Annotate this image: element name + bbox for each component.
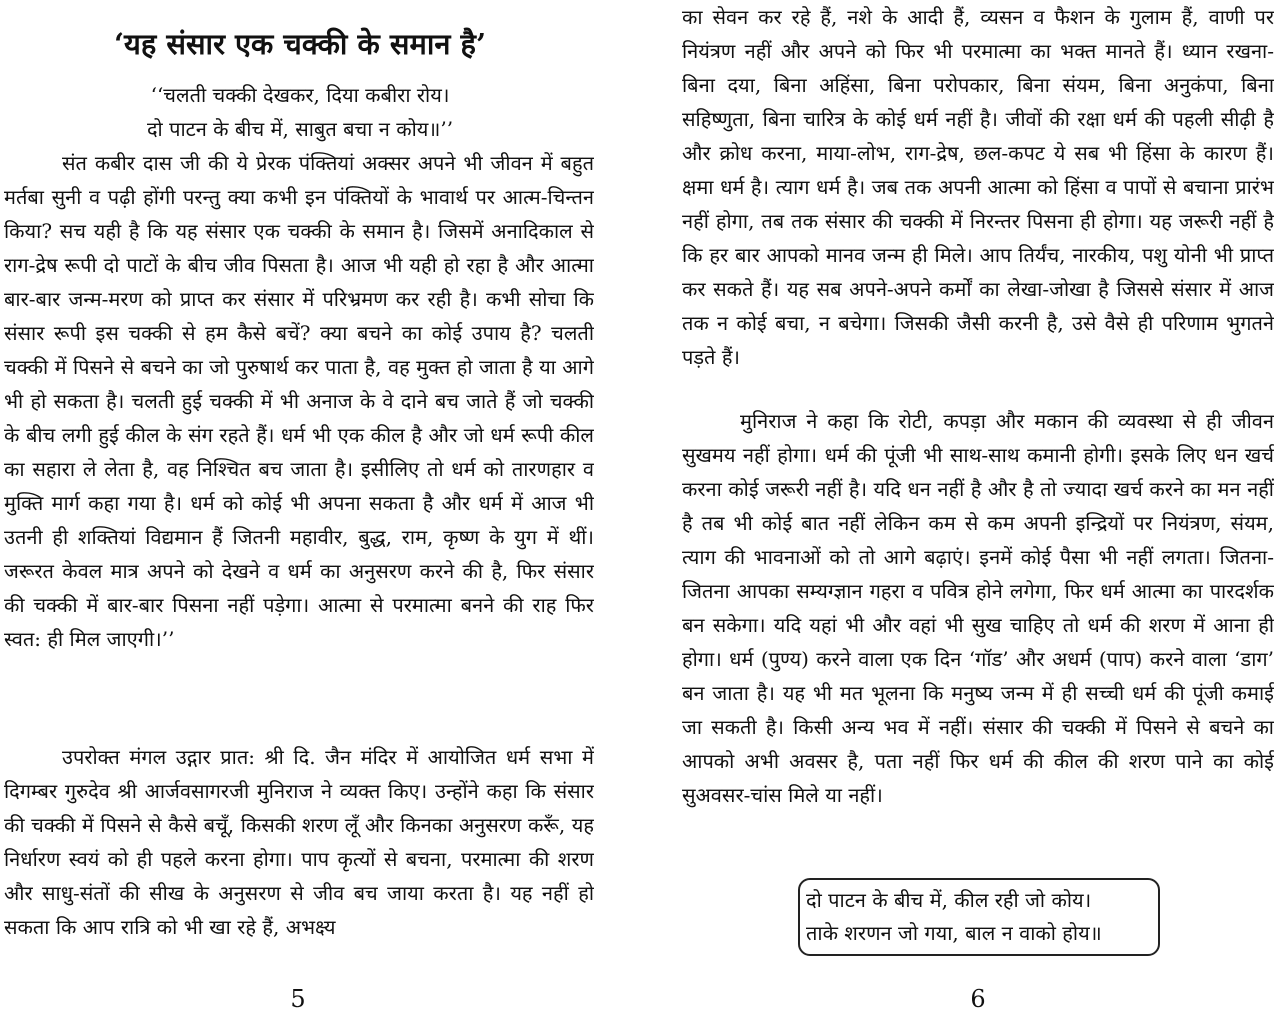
article-title: ‘यह संसार एक चक्की के समान है’: [113, 27, 487, 61]
left-paragraph-2: उपरोक्त मंगल उद्गार प्रात: श्री दि. जैन मंदिर में आयोजित धर्म सभा में दिगम्बर गुरुदेव श्री आर्जवसागरजी मुनिराज ने व्यक्त किए। उन्होंने कहा कि संसार की चक्की में पिसने से कैसे बचूँ, किसकी शरण लूँ और किनका अनुसरण करूँ, यह निर्धारण स्वयं को ही पहले करना होगा। पाप कृत्यों से बचना, परमात्मा की शरण और साधु-संतों की सीख के अनुसरण से जीव बच जाया करता है। यह नहीं हो सकता कि आप रात्रि को भी खा रहे हैं, अभक्ष्य: [4, 745, 594, 939]
page-number-left: 5: [290, 985, 306, 1013]
closing-couplet-box: [798, 878, 1160, 956]
opening-couplet-line-1: ‘‘चलती चक्की देखकर, दिया कबीरा रोय।: [150, 83, 450, 107]
opening-couplet-line-2: दो पाटन के बीच में, साबुत बचा न कोय॥’’: [146, 117, 454, 141]
page-number-right: 6: [970, 985, 986, 1013]
left-page: [0, 0, 640, 1013]
left-paragraph-1: संत कबीर दास जी की ये प्रेरक पंक्तियां अक्सर अपने भी जीवन में बहुत मर्तबा सुनी व पढ़ी होंगी परन्तु क्या कभी इन पंक्तियों के भावार्थ पर आत्म-चिन्तन किया? सच यही है कि यह संसार एक चक्की के समान है। जिसमें अनादिकाल से राग-द्रेष रूपी दो पाटों के बीच जीव पिसता है। आज भी यही हो रहा है और आत्मा बार-बार जन्म-मरण को प्राप्त कर संसार में परिभ्रमण कर रही है। कभी सोचा कि संसार रूपी इस चक्की से हम कैसे बचें? क्या बचने का कोई उपाय है? चलती चक्की में पिसने से बचने का जो पुरुषार्थ कर पाता है, वह मुक्त हो जाता है या आगे भी हो सकता है। चलती हुई चक्की में भी अनाज के वे दाने बच जाते हैं जो चक्की के बीच लगी हुई कील के संग रहते हैं। धर्म भी एक कील है और जो धर्म रूपी कील का सहारा ले लेता है, वह निश्चित बच जाता है। इसीलिए तो धर्म को तारणहार व मुक्ति मार्ग कहा गया है। धर्म को कोई भी अपना सकता है और धर्म में आज भी उतनी ही शक्तियां विद्यमान हैं जितनी महावीर, बुद्ध, राम, कृष्ण के युग में थीं। जरूरत केवल मात्र अपने को देखने व धर्म का अनुसरण करने की है, फिर संसार की चक्की में बार-बार पिसना नहीं पड़ेगा। आत्मा से परमात्मा बनने की राह फिर स्वत: ही मिल जाएगी।’’: [4, 151, 594, 651]
closing-couplet-line-1: दो पाटन के बीच में, कील रही जो कोय।: [806, 888, 1092, 912]
opening-couplet: [0, 78, 600, 146]
right-paragraph-2: मुनिराज ने कहा कि रोटी, कपड़ा और मकान की व्यवस्था से ही जीवन सुखमय नहीं होगा। धर्म की पूंजी भी साथ-साथ कमानी होगी। इसके लिए धन खर्च करना कोई जरूरी नहीं है। यदि धन नहीं है और है तो ज्यादा खर्च करने का मन नहीं है तब भी कोई बात नहीं लेकिन कम से कम अपनी इन्द्रियों पर नियंत्रण, संयम, त्याग की भावनाओं को तो आगे बढ़ाएं। इनमें कोई पैसा भी नहीं लगता। जितना-जितना आपका सम्यग्ज्ञान गहरा व पवित्र होने लगेगा, फिर धर्म आत्मा का पारदर्शक बन सकेगा। यदि यहां भी और वहां भी सुख चाहिए तो धर्म की शरण में आना ही होगा। धर्म (पुण्य) करने वाला एक दिन ‘गॉड’ और अधर्म (पाप) करने वाला ‘डाग’ बन जाता है। यह भी मत भूलना कि मनुष्य जन्म में ही सच्ची धर्म की पूंजी कमाई जा सकती है। किसी अन्य भव में नहीं। संसार की चक्की में पिसने से बचने का आपको अभी अवसर है, पता नहीं फिर धर्म की कील की शरण पाने का कोई सुअवसर-चांस मिले या नहीं।: [682, 409, 1274, 807]
right-page: [640, 0, 1280, 1013]
closing-couplet-line-2: ताके शरणन जो गया, बाल न वाको होय॥: [806, 921, 1102, 945]
right-paragraph-1: का सेवन कर रहे हैं, नशे के आदी हैं, व्यसन व फैशन के गुलाम हैं, वाणी पर नियंत्रण नहीं और अपने को फिर भी परमात्मा का भक्त मानते हैं। ध्यान रखना- बिना दया, बिना अहिंसा, बिना परोपकार, बिना संयम, बिना अनुकंपा, बिना सहिष्णुता, बिना चारित्र के कोई धर्म नहीं है। जीवों की रक्षा धर्म की पहली सीढ़ी है और क्रोध करना, माया-लोभ, राग-द्रेष, छल-कपट ये सब भी हिंसा के कारण हैं। क्षमा धर्म है। त्याग धर्म है। जब तक अपनी आत्मा को हिंसा व पापों से बचाना प्रारंभ नहीं होगा, तब तक संसार की चक्की में निरन्तर पिसना ही होगा। यह जरूरी नहीं है कि हर बार आपको मानव जन्म ही मिले। आप तिर्यंच, नारकीय, पशु योनी भी प्राप्त कर सकते हैं। यह सब अपने-अपने कर्मों का लेखा-जोखा है जिससे संसार में आज तक न कोई बचा, न बचेगा। जिसकी जैसी करनी है, उसे वैसे ही परिणाम भुगतने पड़ते हैं।: [682, 5, 1274, 369]
